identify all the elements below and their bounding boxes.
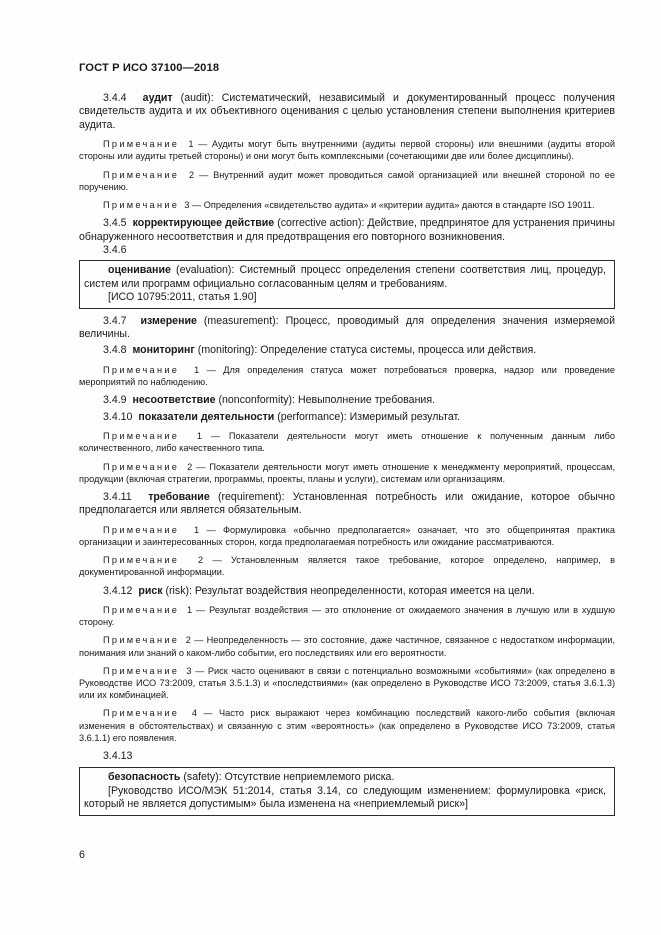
term-english: (risk): [162,584,195,597]
term-entry-risk [79,585,615,598]
note-risk-3 [79,665,615,702]
note-number: 1 [186,604,193,615]
term-number: 3.4.4 [103,92,127,104]
term-definition: Системный процесс определения степени соответствия лиц, процедур, систем или программ официально согласованным целям и требованиям. [84,264,606,290]
term-box-evaluation [79,260,615,308]
note-audit-2 [79,169,615,193]
note-label: Примечание [103,431,180,442]
term-name: несоответствие [132,394,216,407]
note-number: 2 [187,461,193,472]
term-name: безопасность [108,771,181,784]
term-source-reference: [Руководство ИСО/МЭК 51:2014, статья 3.14, со следующим изменением: формулировка «риск, который не является допустимым» была изменена на «неприемлемый риск»] [84,784,606,811]
term-definition: Измеримый результат. [349,410,461,423]
note-number: 1 [194,364,200,375]
term-english: (audit): [172,92,222,104]
note-number: 1 [196,431,203,442]
note-audit-3 [79,199,615,211]
note-text: — Аудиты могут быть внутренними (аудиты первой стороны) или внешними (аудиты второй стороны или аудиты третьей стороны) и они могут быть комплексными (сочетающими две или более дисциплины). [79,139,615,162]
term-definition: Процесс, проводимый для определения значения измеряемой величины. [79,314,615,341]
note-number: 2 [185,635,191,646]
term-english: (corrective action): [274,217,368,230]
note-text: — Часто риск выражают через комбинацию последствий какого-либо события (включая изменения в обстоятельствах) и связанную с этим «вероятность» (как определено в Руководстве ИСО 73:2009, статья 3.6.1.1) его появления. [79,708,616,743]
note-number: 2 [197,555,204,566]
note-text: — Показатели деятельности могут иметь отношение к полученным данным либо количественного, либо качественного типа. [79,431,615,454]
term-definition: Систематический, независимый и документированный процесс получения свидетельств аудита и их объективного оценивания с целью установления степени выполнения критериев аудита. [79,92,615,131]
note-text: — Формулировка «обычно предполагается» означает, что это общепринятая практика организации и заинтересованных сторон, когда предполагаемая потребность или ожидание рассматриваются. [79,524,615,547]
term-definition: Невыполнение требования. [297,394,436,407]
note-label: Примечание [103,364,180,375]
note-number: 3 [186,665,192,676]
term-english: (nonconformity): [215,394,298,407]
note-performance-1 [79,430,615,454]
term-entry-safety [84,771,606,784]
note-text: — Для определения статуса может потребоваться проверка, надзор или проведение мероприятий по наблюдению. [79,364,616,388]
term-name: корректирующее действие [132,217,275,230]
term-name: мониторинг [132,344,195,357]
note-text: — Внутренний аудит может проводиться самой организацией или внешней стороной по ее поручению. [79,169,615,192]
term-name: аудит [142,92,173,104]
term-name: измерение [140,314,197,327]
note-text: — Результат воздействия — это отклонение от ожидаемого значения в лучшую или в худшую сторону. [79,604,615,628]
page-content [79,92,615,822]
term-english: (safety): [180,771,225,784]
term-entry-measurement [79,315,615,342]
term-entry-monitoring [79,344,615,357]
note-label: Примечание [103,635,180,646]
note-risk-4 [79,707,615,744]
term-number: 3.4.5 [103,217,127,230]
term-entry-nonconformity [79,394,615,407]
note-label: Примечание [103,200,180,211]
page-header: ГОСТ Р ИСО 37100—2018 [79,62,220,74]
term-number: 3.4.8 [103,344,127,357]
note-label: Примечание [103,169,180,180]
note-label: Примечание [103,139,180,150]
term-name: показатели деятельности [138,410,275,423]
term-entry-performance [79,411,615,424]
term-entry-corrective-action [79,217,615,244]
term-number-evaluation: 3.4.6 [103,244,127,257]
term-number-safety: 3.4.13 [103,749,133,762]
note-number: 4 [191,708,198,719]
note-number: 3 [184,200,190,211]
note-performance-2 [79,461,615,485]
term-number: 3.4.12 [103,584,133,597]
note-label: Примечание [103,708,180,719]
term-number: 3.4.10 [103,410,133,423]
note-text: — Установленным является такое требование, которое определено, например, в документированной информации. [79,555,615,578]
note-label: Примечание [103,461,180,472]
note-number: 2 [188,169,195,180]
note-requirement-1 [79,524,615,548]
note-text: — Определения «свидетельство аудита» и «критерии аудита» даются в стандарте ISO 19011. [191,200,595,211]
term-english: (measurement): [196,314,286,327]
term-box-safety [79,767,615,815]
term-number: 3.4.9 [103,394,127,407]
term-name: требование [148,490,210,503]
term-english: (requirement): [209,490,293,503]
term-name: риск [138,584,163,597]
note-label: Примечание [103,555,180,566]
term-number: 3.4.11 [103,490,132,503]
note-risk-1 [79,604,615,628]
note-text: — Риск часто оценивают в связи с потенциально возможными «событиями» (как определено в Руководстве ИСО 73:2009, статья 3.5.1.3) и «последствиями» (как определено в Руководстве ИСО 73:2009, статья 3.6.1.3) или их комбинацией. [79,665,615,701]
term-definition: Определение статуса системы, процесса или действия. [260,344,537,357]
term-english: (monitoring): [194,344,261,357]
term-number: 3.4.7 [103,314,127,327]
note-number: 1 [193,524,200,535]
note-text: — Показатели деятельности могут иметь отношение к менеджменту мероприятий, процессам, продукции (включая стратегии, программы, проекты, планы и услуги), системам или организациям. [79,461,616,484]
term-definition: Действие, предпринятое для устранения причины обнаруженного несоответствия и для предотвращения его повторного возникновения. [79,217,615,243]
term-name: оценивание [108,264,171,277]
term-entry-audit [79,92,615,132]
term-source-reference: [ИСО 10795:2011, статья 1.90] [108,291,257,304]
note-label: Примечание [103,665,180,676]
term-entry-requirement [79,491,615,518]
note-requirement-2 [79,554,615,578]
page-number: 6 [79,849,85,861]
term-definition: Результат воздействия неопределенности, которая имеется на цели. [194,584,535,597]
term-english: (evaluation): [170,264,240,277]
note-text: — Неопределенность — это состояние, даже частичное, связанное с недостатком информации, понимания или знаний о каком-либо событии, его последствиях или его вероятности. [79,635,616,658]
term-english: (performance): [274,410,350,423]
term-definition: Установленная потребность или ожидание, которое обычно предполагается или является обязательным. [79,490,615,517]
note-risk-2 [79,634,615,658]
note-label: Примечание [103,524,180,535]
note-number: 1 [188,139,194,150]
note-label: Примечание [103,604,180,615]
term-entry-evaluation [84,264,606,291]
note-audit-1 [79,138,615,162]
term-definition: Отсутствие неприемлемого риска. [224,771,395,784]
note-monitoring-1 [79,364,615,388]
